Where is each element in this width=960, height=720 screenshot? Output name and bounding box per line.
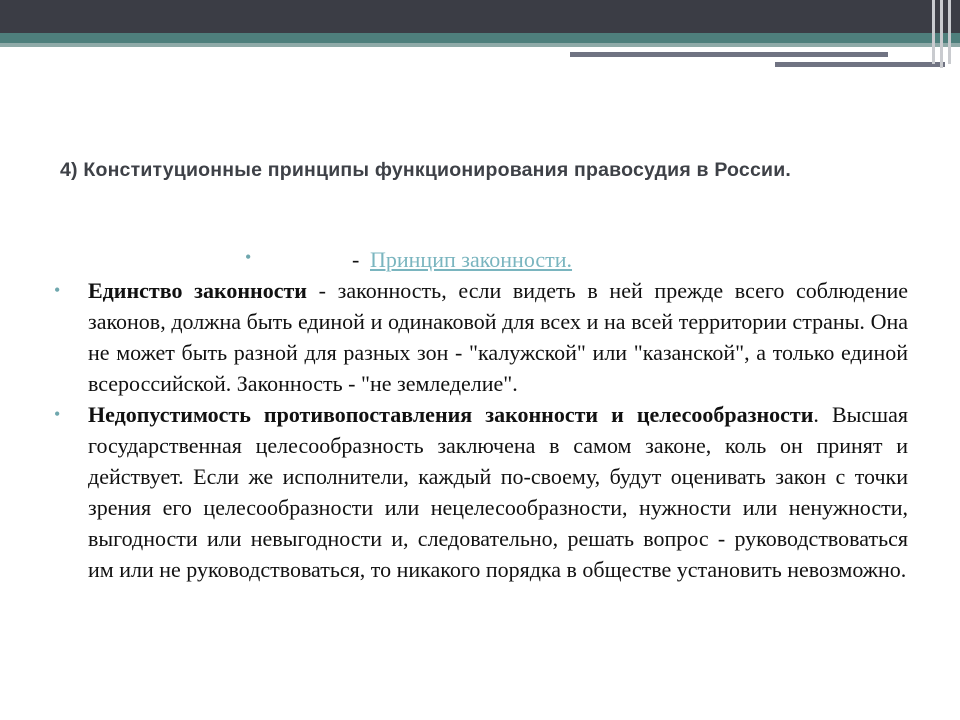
item-text: - законность, если видеть в ней прежде всего соблюдение законов, должна быть единой и одинаковой для всех и на всей территории страны. Она не может быть разной для разных зон - "калужской" или "казанской", а только единой всероссийской. Законность - "не земледелие".	[88, 278, 909, 396]
bullet-icon: •	[54, 404, 61, 424]
item-text: . Высшая государственная целесообразность заключена в самом законе, коль он принят и действует. Если же исполнители, каждый по-своему, будут оценивать закон с точки зрения его целесообразности или нецелесообразности, нужности или ненужности, выгодности или невыгодности и, следовательно, решать вопрос - руководствоваться им или не руководствоваться, то никакого порядка в обществе установить невозможно.	[88, 402, 909, 582]
corner-bar	[940, 0, 943, 68]
header-teal-stripe	[0, 33, 960, 43]
item-heading: Единство законности	[88, 278, 307, 303]
decorative-line	[570, 52, 888, 57]
bullet-icon: •	[54, 280, 61, 300]
link-row	[52, 244, 908, 275]
header-sub-stripe	[0, 43, 960, 47]
slide-content	[52, 244, 908, 585]
slide-title: 4) Конституционные принципы функционирования правосудия в России.	[60, 159, 791, 181]
list-item-unity-of-legality	[52, 275, 908, 399]
corner-decoration	[928, 0, 960, 68]
corner-bar	[948, 0, 951, 64]
decorative-line	[775, 62, 945, 67]
corner-bar	[932, 0, 935, 64]
item-heading: Недопустимость противопоставления законности и целесообразности	[88, 402, 814, 427]
bullet-icon: •	[245, 247, 252, 267]
link-dash: -	[352, 247, 360, 272]
list-item-legality-vs-expediency	[52, 399, 908, 585]
header-band	[0, 0, 960, 33]
principle-of-legality-link[interactable]: Принцип законности.	[370, 247, 573, 272]
